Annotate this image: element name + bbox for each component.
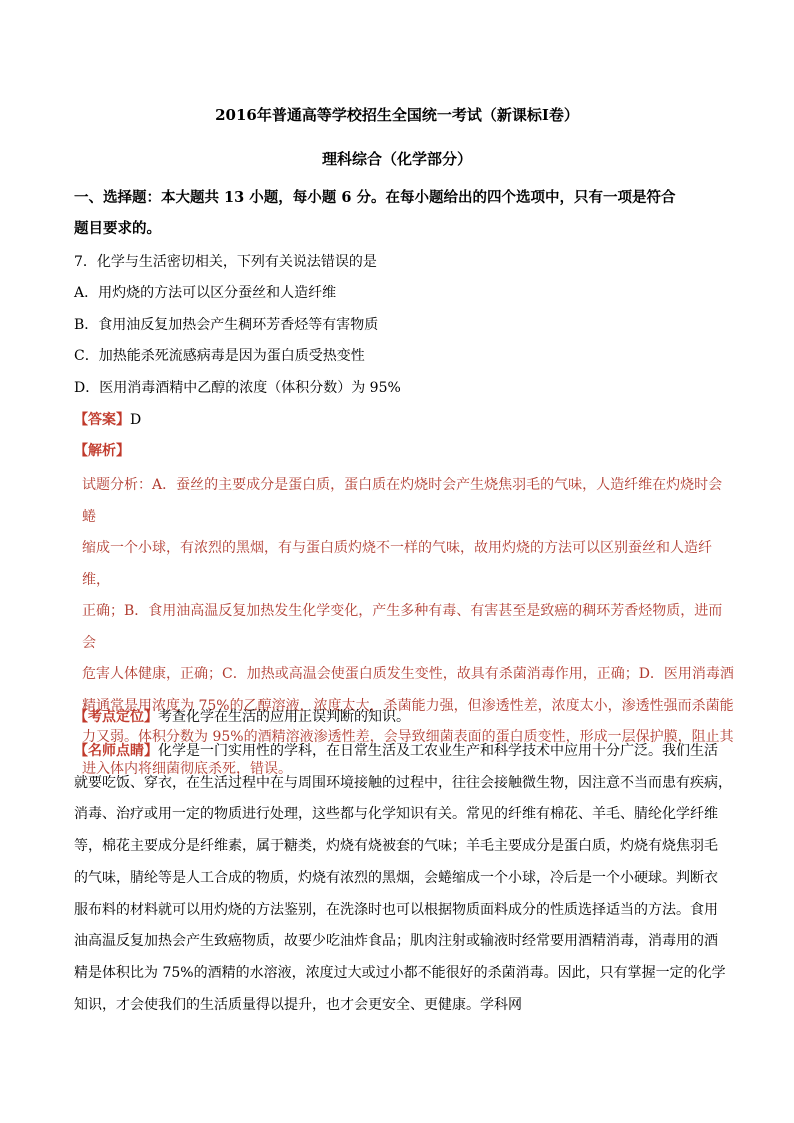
section-heading-line2: 题目要求的。 (74, 220, 161, 237)
analysis-line: 缩成一个小球，有浓烈的黑烟，有与蛋白质灼烧不一样的气味，故用灼烧的方法可以区别蚕丝和人造纤维， (82, 540, 712, 588)
option-b: B．食用油反复加热会产生稠环芳香烃等有害物质 (74, 317, 379, 333)
dianjing-line: 消毒、治疗或用一定的物质进行处理，这些都与化学知识有关。常见的纤维有棉花、羊毛、腈纶化学纤维 (74, 806, 718, 823)
option-a: A．用灼烧的方法可以区分蚕丝和人造纤维 (74, 285, 337, 301)
kaodian-text: 考查化学在生活的应用正误判断的知识。 (158, 709, 410, 725)
section-heading-line1: 一、选择题：本大题共 13 小题，每小题 6 分。在每小题给出的四个选项中，只有一项是符合 (74, 189, 676, 206)
dianjing-first-line: 【名师点睛】化学是一门实用性的学科，在日常生活及工农业生产和科学技术中应用十分广泛。我们生活 (74, 743, 718, 759)
option-c: C．加热能杀死流感病毒是因为蛋白质受热变性 (74, 348, 365, 364)
exam-title: 2016年普通高等学校招生全国统一考试（新课标Ⅰ卷） (215, 106, 579, 124)
dianjing-line: 油高温反复加热会产生致癌物质，故要少吃油炸食品；肌肉注射或输液时经常要用酒精消毒，消毒用的酒 (74, 933, 718, 950)
answer-value: D (130, 412, 142, 428)
analysis-line: 正确；B．食用油高温反复加热发生化学变化，产生多种有毒、有害甚至是致癌的稠环芳香烃物质，进而会 (82, 603, 723, 651)
dianjing-line: 知识，才会使我们的生活质量得以提升，也才会更安全、更健康。学科网 (74, 996, 522, 1013)
dianjing-tag: 【名师点睛】 (74, 743, 158, 759)
dianjing-line: 服布料的材料就可以用灼烧的方法鉴别，在洗涤时也可以根据物质面料成分的性质选择适当的方法。食用 (74, 901, 718, 918)
kaodian-tag: 【考点定位】 (74, 709, 158, 725)
dianjing-line: 精是体积比为 75%的酒精的水溶液，浓度过大或过小都不能很好的杀菌消毒。因此，只有掌握一定的化学 (74, 964, 726, 981)
dianjing-line: 就要吃饭、穿衣，在生活过程中在与周围环境接触的过程中，往往会接触微生物，因注意不当而患有疾病， (74, 774, 732, 791)
dianjing-line: 的气味，腈纶等是人工合成的物质，灼烧有浓烈的黑烟，会蜷缩成一个小球，冷后是一个小硬球。判断衣 (74, 869, 718, 886)
exam-subtitle: 理科综合（化学部分） (321, 150, 472, 168)
answer-tag: 【答案】 (74, 412, 130, 428)
kaodian-line (74, 706, 410, 726)
option-d: D．医用消毒酒精中乙醇的浓度（体积分数）为 95% (74, 380, 401, 396)
question-stem: 7．化学与生活密切相关，下列有关说法错误的是 (74, 254, 377, 270)
analysis-line: 力又弱。体积分数为 95%的酒精溶液渗透性差，会导致细菌表面的蛋白质变性，形成一层保护膜，阻止其 (82, 729, 734, 745)
analysis-line: 进入体内将细菌彻底杀死，错误。 (82, 760, 292, 777)
answer-line (74, 409, 141, 429)
dianjing-line: 等，棉花主要成分是纤维素，属于糖类，灼烧有烧被套的气味；羊毛主要成分是蛋白质，灼烧有烧焦羽毛 (74, 838, 718, 855)
dianjing-text (74, 736, 736, 1021)
analysis-line: 危害人体健康，正确；C．加热或高温会使蛋白质发生变性，故具有杀菌消毒作用，正确；D．医用消毒酒 (82, 666, 734, 682)
analysis-tag: 【解析】 (74, 443, 130, 459)
analysis-line: 试题分析：A．蚕丝的主要成分是蛋白质，蛋白质在灼烧时会产生烧焦羽毛的气味，人造纤维在灼烧时会蜷 (82, 477, 723, 525)
analysis-line: 精通常是用浓度为 75%的乙醇溶液，浓度太大，杀菌能力强，但渗透性差，浓度太小，渗透性强而杀菌能 (82, 697, 734, 714)
